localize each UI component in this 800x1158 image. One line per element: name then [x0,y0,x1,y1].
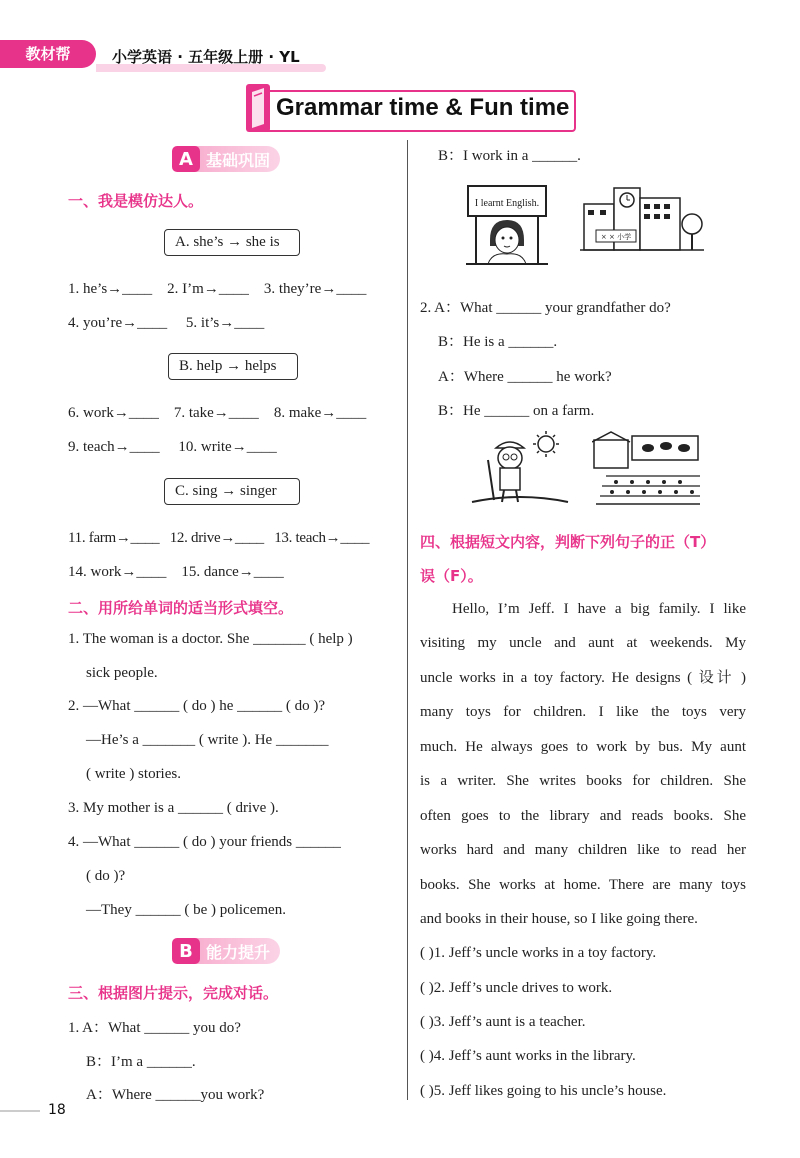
part2-line: —They ______ ( be ) policemen. [86,902,286,918]
exercise-item: 14. work→____ [68,564,167,580]
passage-line: works hard and many children like to read her [420,842,746,858]
exercise-row [68,530,369,547]
passage-line: much. He always goes to work by bus. My aunt [420,739,746,755]
judgement-question: ( )3. Jeff’s aunt is a teacher. [420,1014,586,1030]
part2-line: —He’s a _______ ( write ). He _______ [86,732,329,748]
judgement-question: ( )4. Jeff’s aunt works in the library. [420,1048,636,1064]
passage-line: uncle works in a toy factory. He designs ( 设计 ) [420,670,746,686]
page-number-rule [0,1110,40,1112]
exercise-row [68,405,366,422]
header-subject: 小学英语 · 五年级上册 · YL [112,48,300,66]
part2-line: ( do )? [86,868,126,884]
passage-line: books. She works at home. There are many toys [420,877,746,893]
example-box-a: A. she’s → she is [164,229,300,256]
part2-line: ( write ) stories. [86,766,181,782]
board-text: I learnt English. [474,198,540,209]
section-b-letter: B [172,938,200,964]
section-b-label: 能力提升 [206,942,271,962]
example-box-c: C. sing → singer [164,478,300,505]
farmer-illustration [468,430,572,513]
passage-line: many toys for children. I like the toys very [420,704,746,720]
dialogue-line: B：I’m a ______. [86,1054,196,1070]
school-illustration [580,184,704,259]
exercise-row [68,439,277,456]
exercise-item: 6. work→____ [68,405,159,421]
part2-heading: 二、用所给单词的适当形式填空。 [68,599,294,617]
dialogue-line: B：I work in a ______. [438,148,581,164]
passage-line: often goes to the library and reads books. She [420,808,746,824]
part2-line: sick people. [86,665,158,681]
judgement-question: ( )1. Jeff’s uncle works in a toy factory. [420,945,657,961]
section-a-letter: A [172,146,200,172]
dialogue-line: 1. A：What ______ you do? [68,1020,241,1036]
part3-heading: 三、根据图片提示，完成对话。 [68,984,279,1002]
book-icon [246,84,270,132]
part2-line: 3. My mother is a ______ ( drive ). [68,800,279,816]
part4-heading-line1: 四、根据短文内容，判断下列句子的正（T） [420,533,716,551]
part1-heading: 一、我是模仿达人。 [68,192,204,210]
teacher-illustration [462,184,552,275]
section-a-badge [172,146,280,172]
part2-line: 2. —What ______ ( do ) he ______ ( do )? [68,698,326,714]
passage-line: visiting my uncle and aunt at weekends. My [420,635,746,651]
dialogue-line: 2. A：What ______ your grandfather do? [420,300,671,316]
exercise-item: 2. I’m→____ [167,281,249,297]
dialogue-line: B：He ______ on a farm. [438,403,595,419]
exercise-item: 4. you’re→____ [68,315,168,331]
page-number: 18 [48,1102,66,1118]
passage-line: is a writer. She writes books for children. She [420,773,746,789]
header-tag: 教材帮 [0,40,96,68]
judgement-question: ( )5. Jeff likes going to his uncle’s house. [420,1083,667,1099]
exercise-row [68,281,366,298]
exercise-item: 13. teach→____ [274,530,370,546]
column-divider [407,140,408,1100]
exercise-item: 3. they’re→____ [263,281,367,297]
exercise-item: 9. teach→____ [68,439,160,455]
exercise-row [68,564,284,581]
exercise-row [68,315,264,332]
exercise-item: 8. make→____ [273,405,367,421]
passage-line: Hello, I’m Jeff. I have a big family. I like [452,601,746,617]
section-b-badge [172,938,280,964]
dialogue-line: A：Where ______you work? [86,1087,265,1103]
exercise-item: 15. dance→____ [181,564,284,580]
passage-line: and books in their house, so I like going there. [420,911,698,927]
dialogue-line: A：Where ______ he work? [438,369,612,385]
example-box-b: B. help → helps [168,353,298,380]
part2-line: 4. —What ______ ( do ) your friends ______ [68,834,341,850]
farm-illustration [592,430,704,513]
part2-line: 1. The woman is a doctor. She _______ ( help ) [68,631,353,647]
exercise-item: 11. farm→____ [68,530,160,546]
part4-heading-line2: 误（F）。 [420,567,483,585]
exercise-item: 1. he’s→____ [68,281,153,297]
exercise-item: 5. it’s→____ [185,315,265,331]
exercise-item: 10. write→____ [178,439,277,455]
section-a-label: 基础巩固 [206,150,271,170]
dialogue-line: B：He is a ______. [438,334,558,350]
exercise-item: 12. drive→____ [169,530,264,546]
judgement-question: ( )2. Jeff’s uncle drives to work. [420,980,613,996]
page-title: Grammar time & Fun time [276,94,570,121]
exercise-item: 7. take→____ [173,405,259,421]
school-sign-text: × × 小学 [600,233,632,241]
